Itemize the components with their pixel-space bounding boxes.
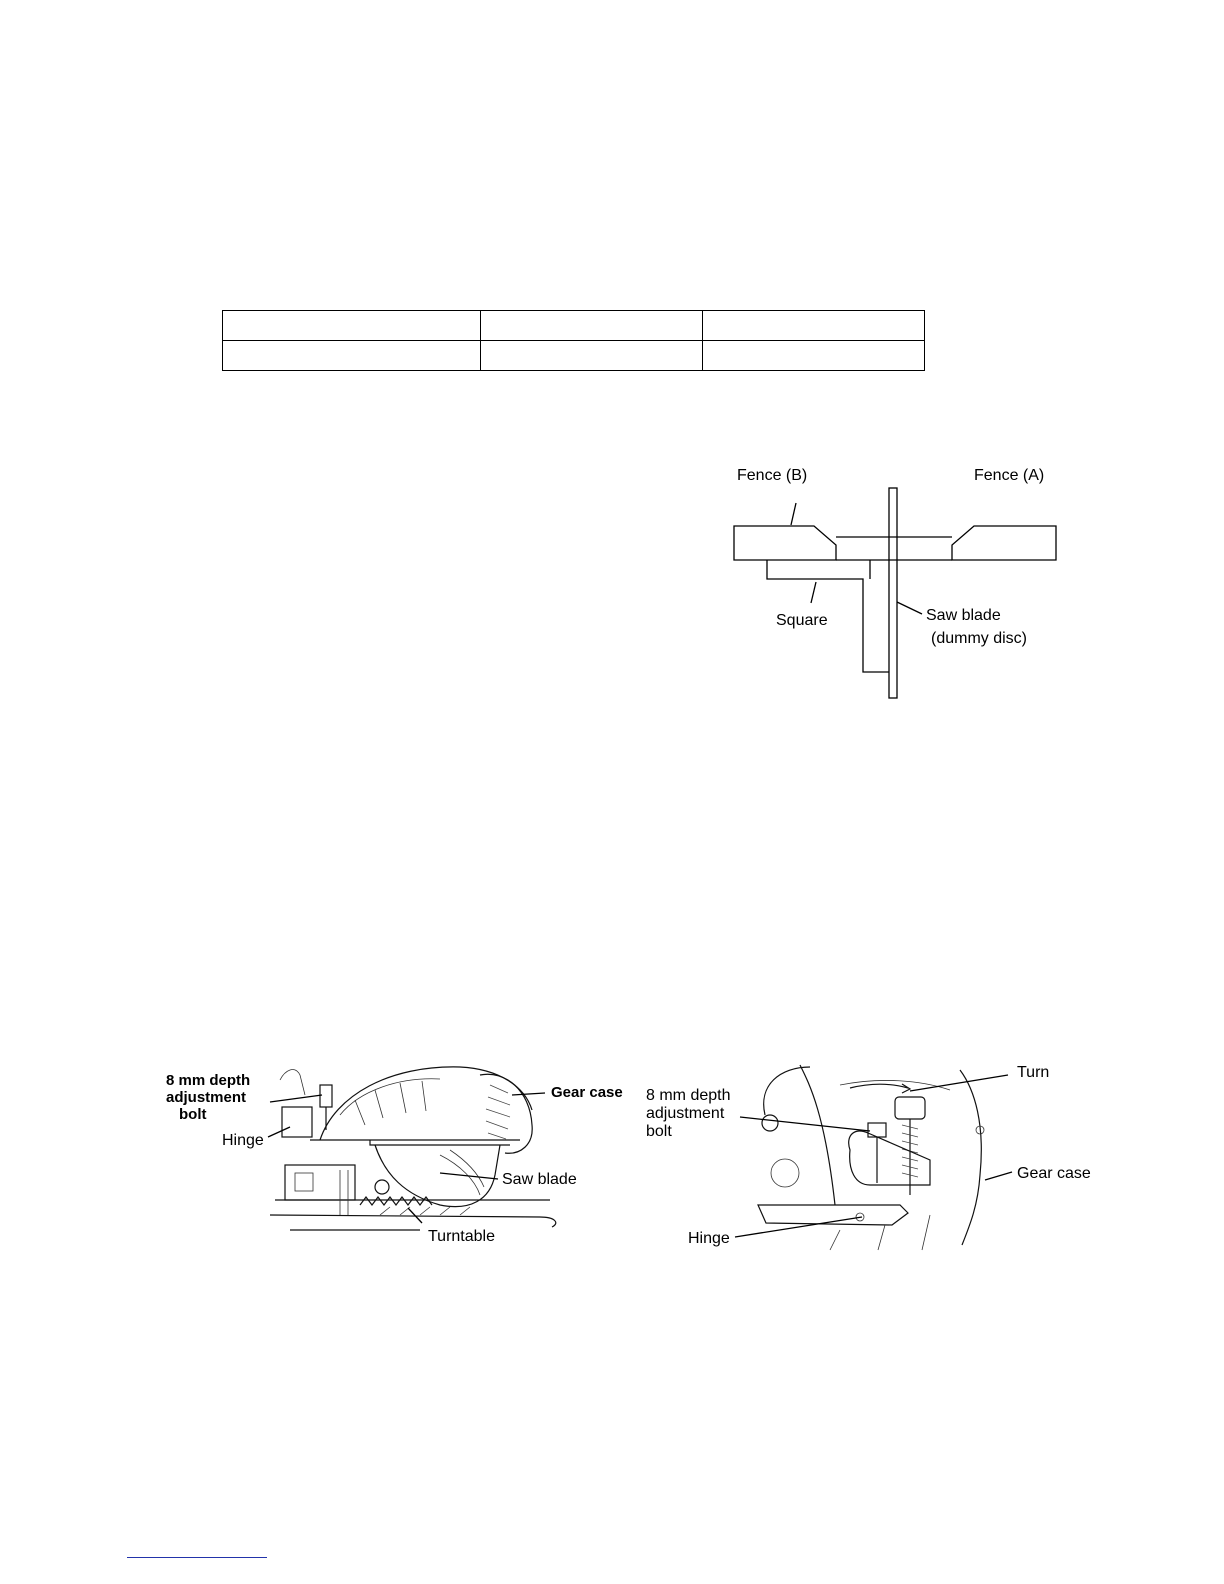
- depth-bolt-head: [320, 1085, 332, 1107]
- guard-contour: [340, 1079, 440, 1115]
- depth-bolt-label-3: bolt: [179, 1106, 207, 1123]
- leader-gear-case: [512, 1093, 545, 1095]
- leader-hinge: [268, 1127, 290, 1137]
- hinge-block: [282, 1107, 312, 1137]
- depth-bolt-label-1: 8 mm depth: [166, 1072, 251, 1089]
- hinge-label: Hinge: [222, 1132, 264, 1149]
- turntable-label: Turntable: [428, 1228, 495, 1245]
- fence-a-label: Fence (A): [974, 467, 1045, 484]
- spec-table: [222, 310, 925, 371]
- leader-turn: [910, 1075, 1008, 1091]
- leader-square: [811, 582, 816, 603]
- leader-fence-b: [791, 503, 796, 525]
- footer-rule: [127, 1557, 267, 1558]
- saw-blade-label: Saw blade: [926, 607, 1001, 624]
- table-cell: [481, 311, 703, 341]
- leader-gear-case: [985, 1172, 1012, 1180]
- base-post: [340, 1170, 348, 1215]
- depth-bolt-label-2: adjustment: [646, 1105, 725, 1122]
- table-row: [223, 311, 925, 341]
- dummy-disc-label: (dummy disc): [931, 630, 1028, 647]
- leader-saw-blade: [897, 602, 922, 614]
- housing-edge: [800, 1065, 835, 1205]
- gear-case-hatch: [486, 1085, 510, 1139]
- table-cell: [481, 341, 703, 371]
- fence-b-label: Fence (B): [737, 467, 808, 484]
- turn-label: Turn: [1017, 1064, 1050, 1081]
- hinge-label: Hinge: [688, 1230, 730, 1247]
- fence-b-shape: [734, 526, 836, 560]
- table-row: [223, 341, 925, 371]
- bolt-head: [895, 1097, 925, 1119]
- fence-square-diagram: [720, 455, 1070, 705]
- table-cell: [703, 311, 925, 341]
- base-knob: [295, 1173, 313, 1191]
- leader-depth-bolt: [270, 1095, 322, 1102]
- pivot-circle: [375, 1180, 389, 1194]
- gear-case-label: Gear case: [551, 1084, 623, 1101]
- leader-hinge: [735, 1217, 862, 1237]
- square-label: Square: [776, 612, 828, 629]
- table-cell: [223, 311, 481, 341]
- turntable-marks: [380, 1207, 470, 1215]
- saw-blade-label: Saw blade: [502, 1171, 577, 1188]
- depth-bolt-label-1: 8 mm depth: [646, 1087, 731, 1104]
- turn-arrow-arc: [850, 1084, 908, 1088]
- side-knob: [762, 1115, 778, 1131]
- base-mechanism: [285, 1165, 355, 1200]
- handle-curve: [280, 1070, 305, 1095]
- left-saw-illustration: [160, 1055, 630, 1250]
- housing-curve-left: [764, 1067, 810, 1115]
- gear-case-shape: [480, 1074, 532, 1153]
- right-bolt-illustration: [640, 1055, 1095, 1255]
- leader-depth-bolt: [740, 1117, 870, 1131]
- depth-bolt-label-2: adjustment: [166, 1089, 247, 1106]
- table-cell: [223, 341, 481, 371]
- housing-lip: [370, 1140, 510, 1145]
- turn-arrow-head: [902, 1084, 910, 1093]
- depth-bolt-label-3: bolt: [646, 1123, 672, 1140]
- gear-case-outline: [960, 1070, 981, 1245]
- gear-case-label: Gear case: [1017, 1165, 1091, 1182]
- side-boss: [771, 1159, 799, 1187]
- table-cell: [703, 341, 925, 371]
- blade-guard-ribs: [440, 1150, 484, 1195]
- saw-blade-shape: [889, 488, 897, 698]
- leader-saw-blade: [440, 1173, 498, 1179]
- lower-blade-guard: [375, 1145, 500, 1207]
- turntable-shape: [270, 1200, 556, 1230]
- small-bolt-head: [868, 1123, 886, 1137]
- fence-a-shape: [952, 526, 1056, 560]
